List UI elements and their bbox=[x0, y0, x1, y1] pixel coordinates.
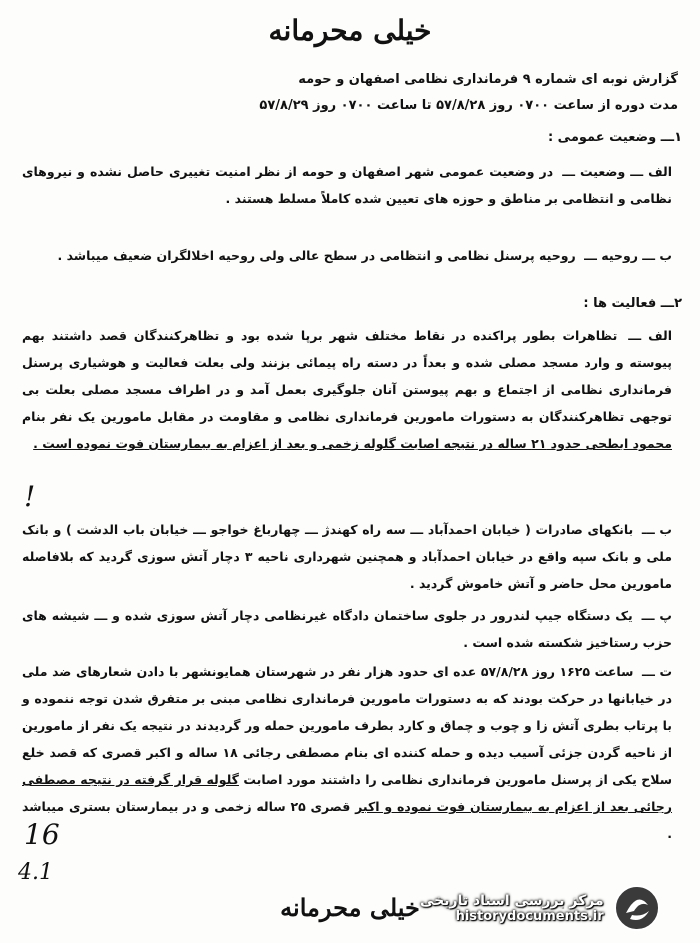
margin-annotation-3: 4.1 bbox=[18, 860, 53, 885]
section2-heading: ۲ـــ فعالیت ها : bbox=[583, 296, 682, 311]
margin-annotation-2: 16 bbox=[24, 818, 60, 851]
section2-te bbox=[22, 658, 672, 847]
section2-alef bbox=[22, 322, 672, 457]
classification-footer: خیلی محرمانه bbox=[280, 893, 420, 922]
section2-pe-text: یک دستگاه جیپ لندرور در جلوی ساختمان دادگاه غیرنظامی دچار آتش سوزی شده و ـــ شیشه های حزب رستاخیز شکسته شده است . bbox=[22, 608, 672, 650]
section1-alef bbox=[22, 158, 672, 212]
report-period: مدت دوره از ساعت ۰۷۰۰ روز ۵۷/۸/۲۸ تا ساعت ۰۷۰۰ روز ۵۷/۸/۲۹ bbox=[259, 98, 678, 113]
section2-be bbox=[22, 516, 672, 597]
section1-alef-label: الف ـــ وضعیت ـــ bbox=[562, 164, 673, 179]
watermark-name: مرکز بررسی اسناد تاریخی bbox=[420, 892, 604, 909]
section2-te-text: ساعت ۱۶۲۵ روز ۵۷/۸/۲۸ عده ای حدود هزار نفر در شهرستان همایونشهر با دادن شعارهای ضد ملی در خیابانها در حرکت بودند که به دستورات مامورین فرمانداری نظامی مبنی بر متفرق شدن توجه ننموده و با پرتاب بطری آتش زا و چوب و چماق و کارد بطرف مامورین حمله ور گردیدند در نتیجه یک نفر از مامورین از ناحیه گردن جزئی آسیب دیده و حمله کننده ای بنام مصطفی رجائی ۱۸ ساله و اکبر قصری که قصد خلع سلاح یکی از پرسنل مامورین فرمانداری نظامی را داشتند مورد اصابت bbox=[22, 664, 672, 787]
section1-be-text: روحیه پرسنل نظامی و انتظامی در سطح عالی ولی روحیه اخلالگران ضعیف میباشد . bbox=[57, 248, 576, 263]
section2-alef-underlined: محمود ابطحی حدود ۲۱ ساله در نتیجه اصابت گلوله زخمی و بعد از اعزام به بیمارستان فوت نموده است . bbox=[33, 436, 672, 451]
section2-be-label: ب ـــ bbox=[641, 522, 672, 537]
section2-alef-text: تظاهرات بطور پراکنده در نقاط مختلف شهر برپا شده بود و تظاهرکنندگان قصد داشتند بهم پیوسته و وارد مسجد مصلی شده و بعداً در دسته راه پیمائی بزنند ولی بعلت فعالیت و هوشیاری پرسنل فرمانداری نظامی از اجتماع و بهم پیوستن آنان جلوگیری بعمل آمد و در اطراف مسجد مصلی بعلت بی توجهی تظاهرکنندگان به دستورات مامورین فرمانداری نظامی و مقاومت در مقابل مامورین یک نفر بنام bbox=[22, 328, 672, 424]
watermark-text bbox=[420, 893, 604, 924]
section1-alef-text: در وضعیت عمومی شهر اصفهان و حومه از نظر امنیت تغییری حاصل نشده و نیروهای نظامی و انتظامی بر مناطق و حوزه های تعیین شده کاملاً مسلط هستند . bbox=[22, 164, 672, 206]
report-subject: گزارش نوبه ای شماره ۹ فرمانداری نظامی اصفهان و حومه bbox=[298, 72, 678, 87]
section1-be-label: ب ـــ روحیه ـــ bbox=[584, 248, 672, 263]
watermark bbox=[420, 878, 692, 938]
section2-pe bbox=[22, 602, 672, 656]
center-logo-icon bbox=[612, 883, 662, 933]
margin-annotation-1: ! bbox=[24, 480, 36, 513]
classification-header: خیلی محرمانه bbox=[268, 14, 432, 47]
section1-be bbox=[22, 242, 672, 269]
section2-pe-label: پ ـــ bbox=[641, 608, 672, 623]
section1-heading: ۱ـــ وضعیت عمومی : bbox=[547, 130, 682, 145]
watermark-url: historydocuments.ir bbox=[455, 908, 604, 924]
section2-te-label: ت ـــ bbox=[642, 664, 673, 679]
section2-te-underlined: گلوله قرار گرفته در نتیجه مصطفی رجائی بعد از اعزام به بیمارستان فوت نموده و اکبر bbox=[22, 772, 672, 814]
section2-alef-label: الف ـــ bbox=[628, 328, 672, 343]
section2-te-text-end: قصری ۲۵ ساله زخمی و در بیمارستان بستری میباشد . bbox=[22, 799, 672, 841]
section2-be-text: بانکهای صادرات ( خیابان احمدآباد ـــ سه راه کهندژ ـــ چهارباغ خواجو ـــ خیابان باب الدشت ) و بانک ملی و بانک سپه واقع در خیابان احمدآباد و همچنین شهرداری ناحیه ۳ دچار آتش سوزی گردید که بلافاصله مامورین محل حاضر و آتش خاموش گردید . bbox=[22, 522, 672, 591]
